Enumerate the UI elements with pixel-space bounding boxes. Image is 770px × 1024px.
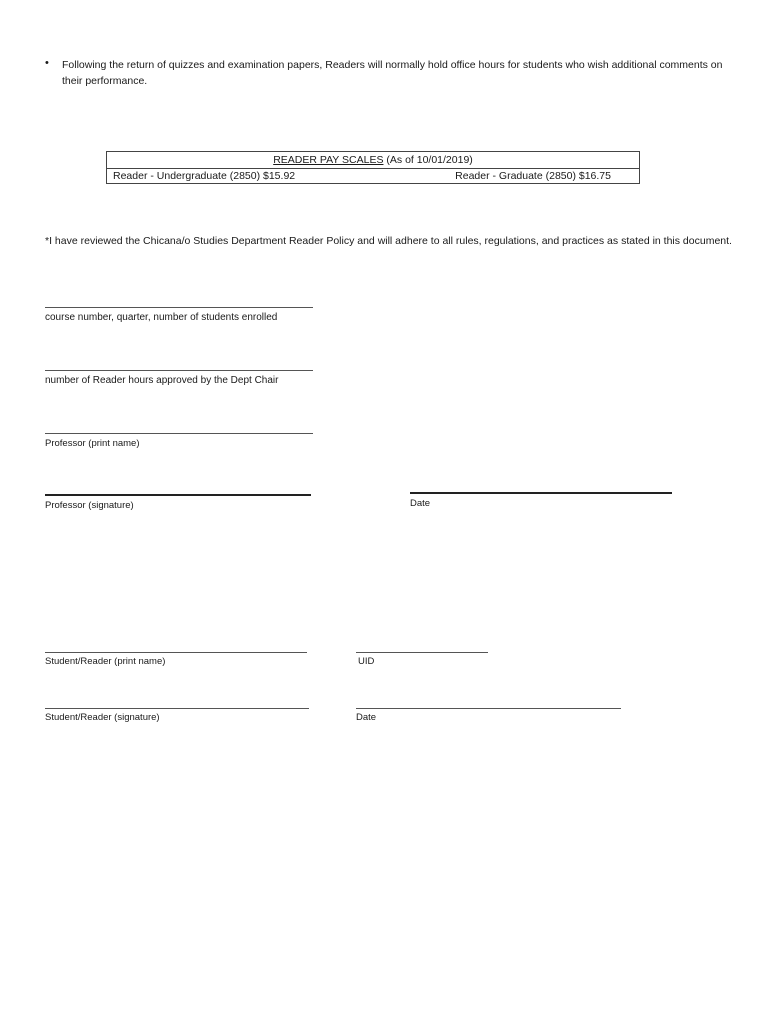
bullet-item — [45, 57, 735, 89]
bullet-text: Following the return of quizzes and examination papers, Readers will normally hold office hours for students who wish additional comments on their performance. — [62, 59, 723, 87]
student-date-line[interactable] — [356, 708, 621, 709]
pay-scales-row — [107, 169, 639, 184]
graduate-rate: Reader - Graduate (2850) $16.75 — [455, 170, 611, 182]
reader-hours-label: number of Reader hours approved by the Dept Chair — [45, 375, 279, 386]
undergrad-rate: Reader - Undergraduate (2850) $15.92 — [113, 170, 296, 182]
professor-print-line[interactable] — [45, 433, 313, 434]
professor-signature-line[interactable] — [45, 494, 311, 496]
course-info-label: course number, quarter, number of students enrolled — [45, 312, 278, 323]
reader-hours-line[interactable] — [45, 370, 313, 371]
student-date-label: Date — [356, 712, 377, 723]
professor-date-line[interactable] — [410, 492, 672, 494]
pay-scales-table — [106, 151, 640, 184]
bullet-icon: • — [45, 57, 49, 69]
student-signature-line[interactable] — [45, 708, 309, 709]
review-statement: *I have reviewed the Chicana/o Studies Department Reader Policy and will adhere to all rules, regulations, and practices as stated in this document. — [45, 235, 732, 247]
uid-line[interactable] — [356, 652, 488, 653]
professor-signature-label: Professor (signature) — [45, 500, 134, 511]
student-signature-label: Student/Reader (signature) — [45, 712, 160, 723]
student-print-label: Student/Reader (print name) — [45, 656, 166, 667]
professor-print-label: Professor (print name) — [45, 438, 140, 449]
pay-scales-title — [107, 152, 639, 169]
student-print-line[interactable] — [45, 652, 307, 653]
uid-label: UID — [358, 656, 375, 667]
course-info-line[interactable] — [45, 307, 313, 308]
pay-scales-title-underlined: READER PAY SCALES — [273, 154, 384, 166]
pay-scales-title-date: (As of 10/01/2019) — [383, 154, 473, 166]
professor-date-label: Date — [410, 498, 431, 509]
